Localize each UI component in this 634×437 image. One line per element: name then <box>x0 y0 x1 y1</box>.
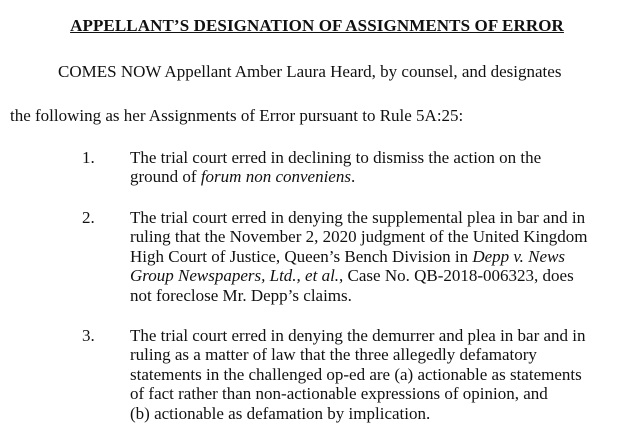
item-text-line: ground of forum non conveniens. <box>130 167 356 187</box>
intro-paragraph-line-2: the following as her Assignments of Error pursuant to Rule 5A:25: <box>10 106 464 125</box>
item-text-line: (b) actionable as defamation by implication. <box>130 403 431 423</box>
item-text <box>130 208 628 305</box>
item-text <box>130 326 628 423</box>
item-text-line: ruling that the November 2, 2020 judgment of the United Kingdom <box>130 227 588 247</box>
item-text-line: The trial court erred in denying the supplemental plea in bar and in <box>130 208 586 227</box>
item-text-line: High Court of Justice, Queen’s Bench Division in Depp v. News <box>130 246 566 266</box>
item-text <box>130 148 628 187</box>
intro-paragraph-line-1: COMES NOW Appellant Amber Laura Heard, by counsel, and designates <box>58 62 562 81</box>
document-title: APPELLANT’S DESIGNATION OF ASSIGNMENTS OF ERROR <box>70 16 564 35</box>
item-text-line: Group Newspapers, Ltd., et al., Case No. QB-2018-006323, does <box>130 266 574 286</box>
item-text-line: The trial court erred in denying the demurrer and plea in bar and in <box>130 326 586 345</box>
item-text-line: statements in the challenged op-ed are (a) actionable as statements <box>130 364 582 384</box>
item-text-line: The trial court erred in declining to dismiss the action on the <box>130 148 542 167</box>
item-text-line: of fact rather than non-actionable expressions of opinion, and <box>130 384 548 404</box>
item-text-line: not foreclose Mr. Depp’s claims. <box>130 285 352 305</box>
italic-case-name: Depp v. News <box>472 246 566 266</box>
italic-case-name: Group Newspapers, Ltd., et al. <box>130 266 340 286</box>
item-number: 1. <box>82 148 95 167</box>
item-number: 2. <box>82 208 95 227</box>
item-text-line: ruling as a matter of law that the three allegedly defamatory <box>130 345 537 365</box>
italic-term: forum non conveniens <box>200 167 351 187</box>
item-number: 3. <box>82 326 95 345</box>
